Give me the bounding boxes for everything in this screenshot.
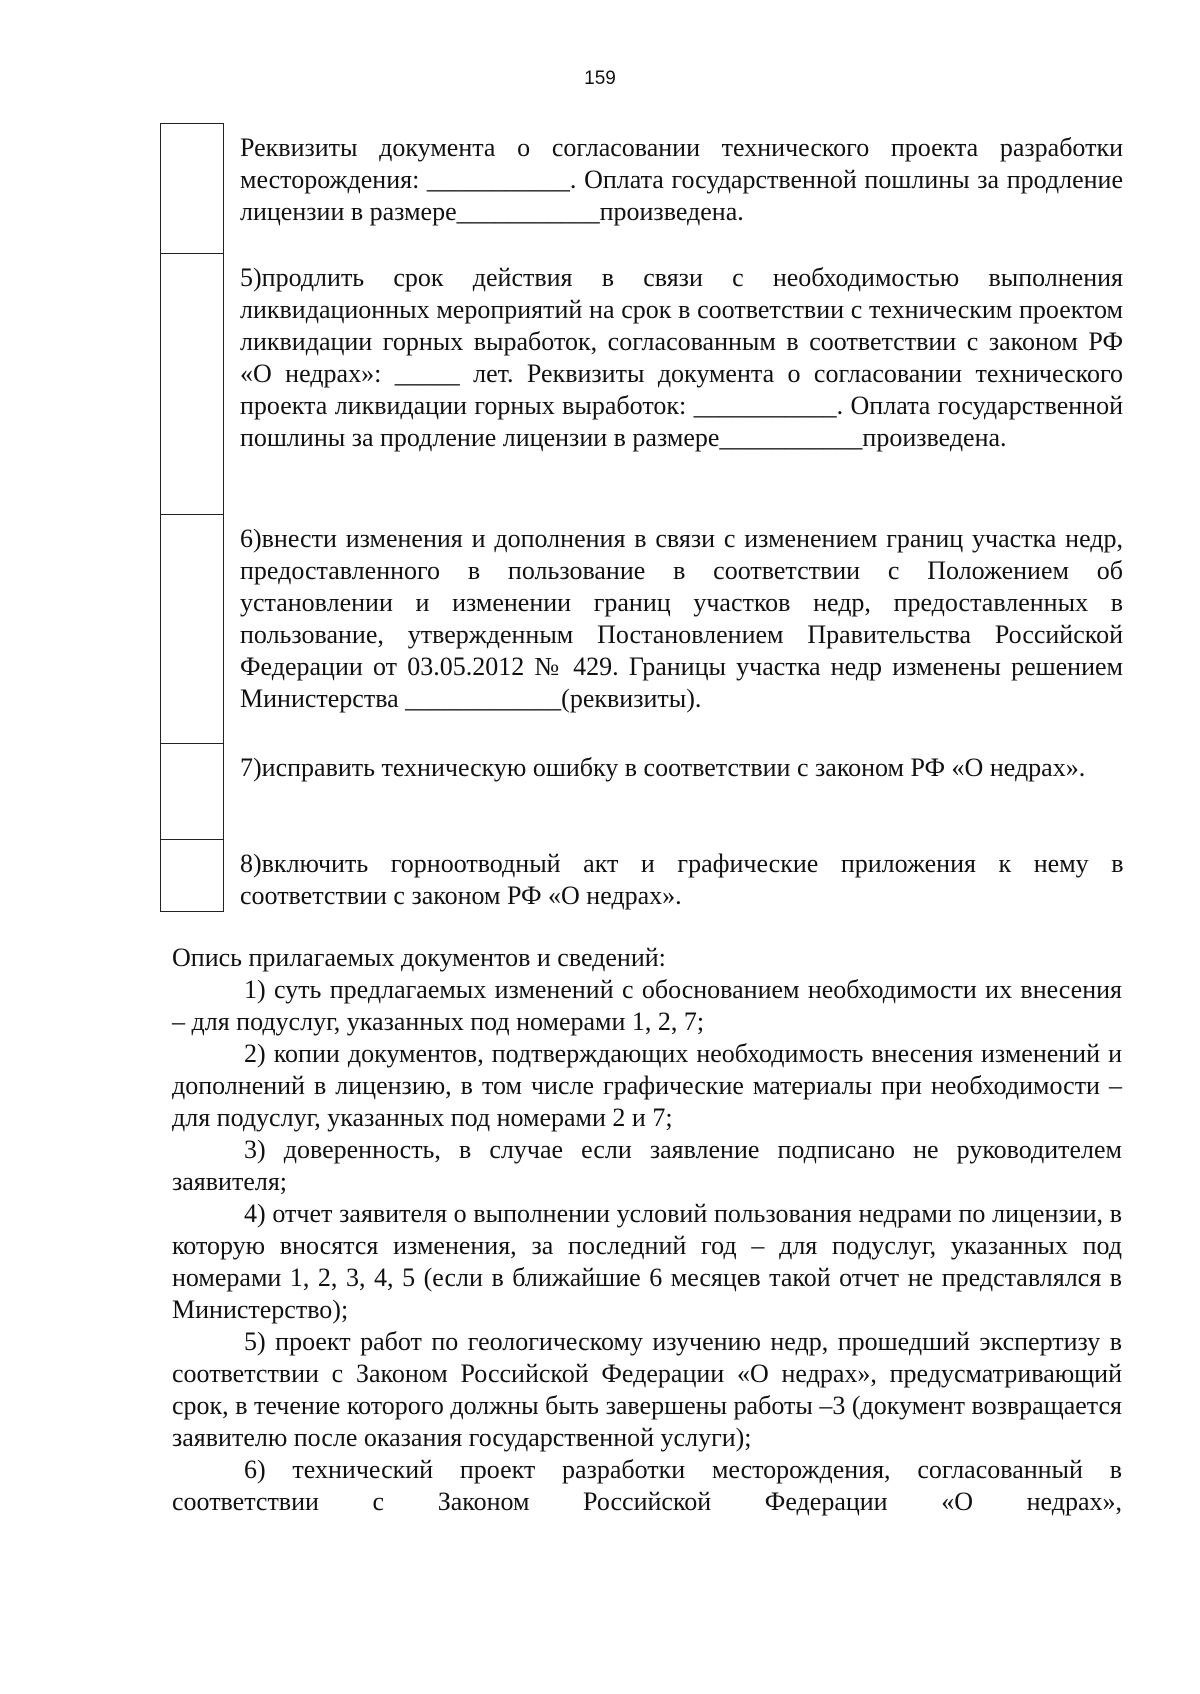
- option-row: [161, 254, 1124, 515]
- option-cell: [224, 840, 1124, 912]
- option-checkbox[interactable]: [161, 124, 224, 254]
- option-text: Реквизиты документа о согласовании технического проекта разработки месторождения: ___________. Оплата государственной пошлины за продление лицензии в размере___________произведена.: [240, 132, 1123, 226]
- inventory-item: 5) проект работ по геологическому изучению недр, прошедший экспертизу в соответствии с Законом Российской Федерации «О недрах», предусматривающий срок, в течение которого должны быть завершены работы –3 (документ возвращается заявителю после оказания государственной услуги);: [172, 1327, 1122, 1452]
- option-text: 6)внести изменения и дополнения в связи с изменением границ участка недр, предоставленного в пользование в соответствии с Положением об установлении и изменении границ участков недр, предоставленных в пользование, утвержденным Постановлением Правительства Российской Федерации от 03.05.2012 № 429. Границы участка недр изменены решением Министерства ____________(реквизиты).: [240, 523, 1123, 713]
- inventory-item: 2) копии документов, подтверждающих необходимость внесения изменений и дополнений в лицензию, в том числе графические материалы при необходимости – для подуслуг, указанных под номерами 2 и 7;: [172, 1039, 1122, 1132]
- option-text: 7)исправить техническую ошибку в соответствии с законом РФ «О недрах».: [240, 752, 1086, 782]
- option-checkbox[interactable]: [161, 515, 224, 744]
- option-cell: [224, 744, 1124, 840]
- option-cell: [224, 515, 1124, 744]
- option-text: 8)включить горноотводный акт и графические приложения к нему в соответствии с законом РФ «О недрах».: [240, 848, 1124, 910]
- inventory-item: 1) суть предлагаемых изменений с обоснованием необходимости их внесения – для подуслуг, указанных под номерами 1, 2, 7;: [172, 975, 1122, 1036]
- inventory-heading: Опись прилагаемых документов и сведений:: [172, 943, 666, 972]
- option-row: [161, 124, 1124, 254]
- option-row: [161, 840, 1124, 912]
- inventory-item: 3) доверенность, в случае если заявление подписано не руководителем заявителя;: [172, 1135, 1122, 1196]
- service-options-table: [160, 123, 1124, 912]
- option-cell: [224, 124, 1124, 254]
- option-cell: [224, 254, 1124, 515]
- page-number: 159: [584, 68, 616, 89]
- inventory-item: 4) отчет заявителя о выполнении условий пользования недрами по лицензии, в которую вносятся изменения, за последний год – для подуслуг, указанных под номерами 1, 2, 3, 4, 5 (если в ближайшие 6 месяцев такой отчет не представлялся в Министерство);: [172, 1199, 1122, 1324]
- documents-inventory: [172, 942, 1122, 1518]
- inventory-item: 6) технический проект разработки месторождения, согласованный в соответствии с Законом Российской Федерации «О недрах»,: [172, 1455, 1122, 1516]
- option-row: [161, 515, 1124, 744]
- option-row: [161, 744, 1124, 840]
- option-checkbox[interactable]: [161, 744, 224, 840]
- option-checkbox[interactable]: [161, 840, 224, 912]
- option-text: 5)продлить срок действия в связи с необходимостью выполнения ликвидационных мероприятий на срок в соответствии с техническим проектом ликвидации горных выработок, согласованным в соответствии с законом РФ «О недрах»: _____ лет. Реквизиты документа о согласовании технического проекта ликвидации горных выработок: ___________. Оплата государственной пошлины за продление лицензии в размере___________произведена.: [240, 262, 1123, 452]
- option-checkbox[interactable]: [161, 254, 224, 515]
